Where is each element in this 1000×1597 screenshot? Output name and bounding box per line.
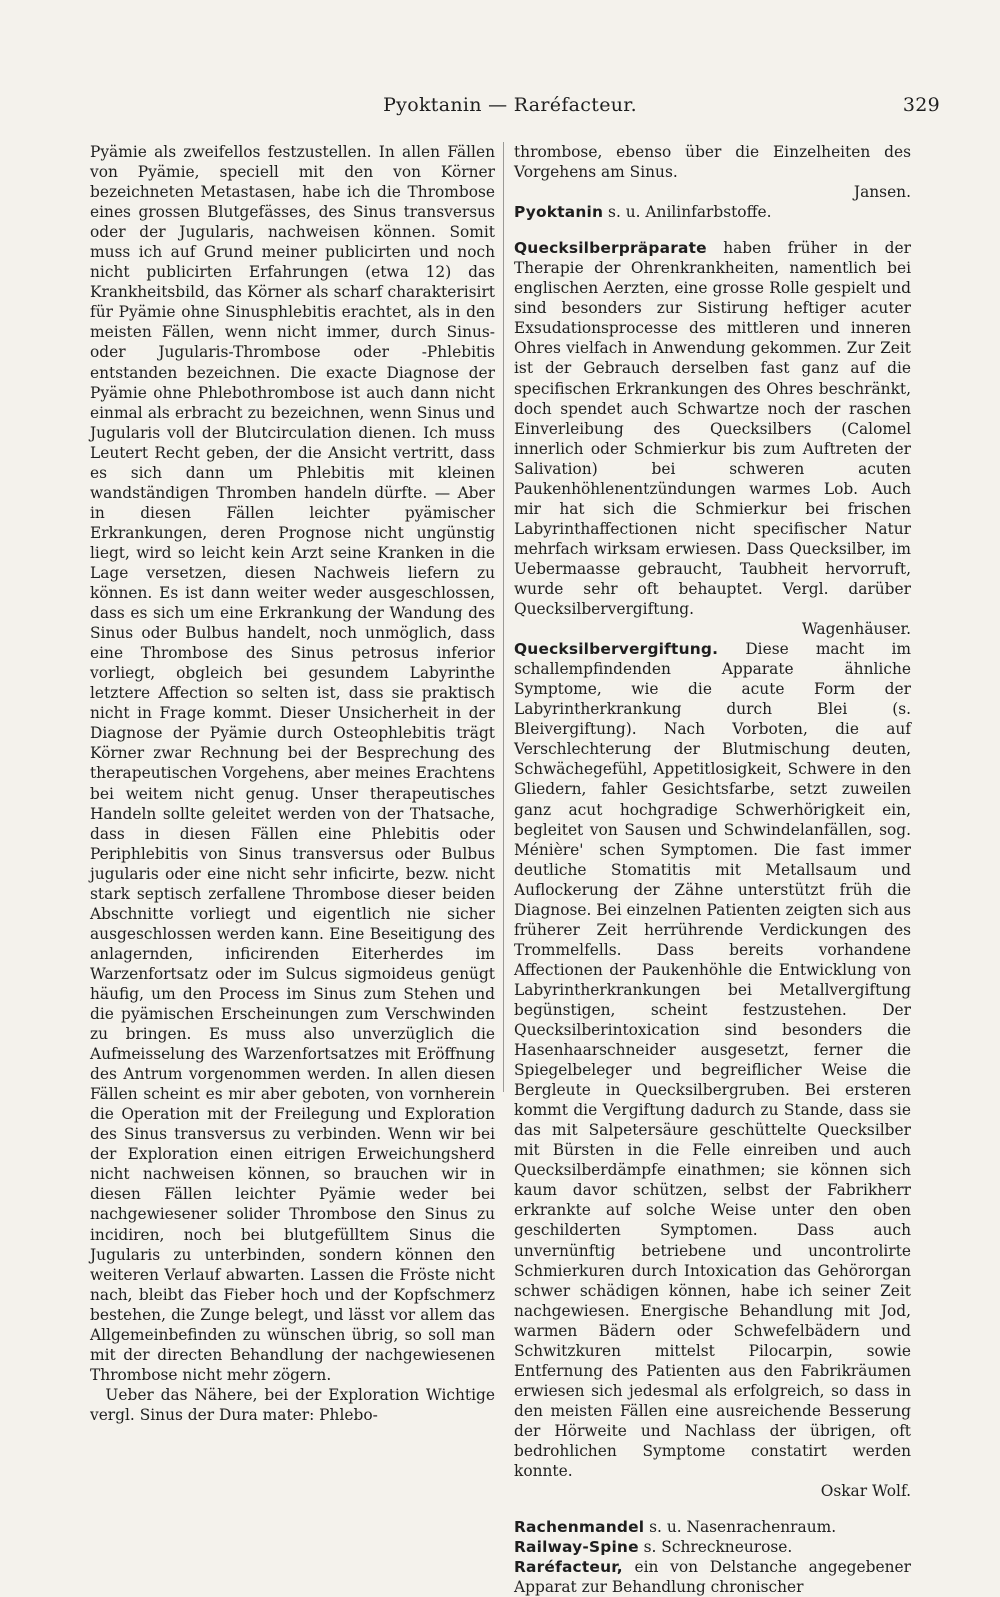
entry-railway-spine: Railway-Spine s. Schreckneurose.	[514, 1538, 793, 1557]
entry-headword: Quecksilbervergiftung.	[514, 640, 719, 659]
left-column-paragraph-2: Ueber das Nähere, bei der Exploration Wichtige vergl. Sinus der Dura mater: Phlebo-	[90, 1385, 495, 1424]
entry-author: Jansen.	[853, 183, 911, 202]
entry-headword: Raréfacteur,	[514, 1558, 623, 1577]
entry-quecksilberpraeparate: Quecksilberpräparate haben früher in der Therapie der Ohrenkrankheiten, namentlich bei englischen Aerzten, eine grosse Rolle gespielt und sind besonders zur Sistirung heftiger acuter Exsudationsprocesse des mittleren und inneren Ohres vielfach in Anwendung gekommen. Zur Zeit ist der Gebrauch derselben fast ganz auf die specifischen Erkrankungen des Ohres beschränkt, doch spendet auch Schwartze noch der raschen Einverleibung des Quecksilbers (Calomel innerlich oder Schmierkur bis zum Auftreten der Salivation) bei schweren acuten Paukenhöhlenentzündungen warmes Lob. Auch mir hat sich die Schmierkur bei frischen Labyrinthaffectionen nicht specifischer Natur mehrfach wirksam erwiesen. Dass Quecksilber, im Uebermaasse gebraucht, Taubheit hervorruft, wurde sehr oft behauptet. Vergl. darüber Quecksilbervergiftung. Wagenhäuser.	[514, 239, 911, 639]
page-number: 329	[902, 94, 940, 116]
left-column	[90, 142, 495, 1562]
entry-headword: Railway-Spine	[514, 1538, 639, 1557]
entry-author: Wagenhäuser.	[801, 620, 911, 639]
left-column-paragraph: Pyämie als zweifellos festzustellen. In allen Fällen von Pyämie, speciell mit den von Körner bezeichneten Metastasen, habe ich die Thrombose eines grossen Blutgefässes, des Sinus transversus oder der Jugularis, nachweisen können. Somit muss ich auf Grund meiner publicirten und noch nicht publicirten Erfahrungen (etwa 12) das Krankheitsbild, das Körner als scharf charakterisirt für Pyämie ohne Sinusphlebitis erachtet, als in den meisten Fällen, wenn nicht immer, durch Sinus- oder Jugularis-Thrombose oder -Phlebitis entstanden bezeichnen. Die exacte Diagnose der Pyämie ohne Phlebothrombose ist auch dann nicht einmal als erbracht zu bezeichnen, wenn Sinus und Jugularis voll der Blutcirculation dienen. Ich muss Leutert Recht geben, der die Ansicht vertritt, dass es sich dann um Phlebitis mit kleinen wandständigen Thromben handeln dürfte. — Aber in diesen Fällen leichter pyämischer Erkrankungen, deren Prognose nicht ungünstig liegt, wird so leicht kein Arzt seine Kranken in die Lage versetzen, diesen Nachweis liefern zu können. Es ist dann weiter weder ausgeschlossen, dass es sich um eine Erkrankung der Wandung des Sinus oder Bulbus handelt, noch unmöglich, dass eine Thrombose des Sinus petrosus inferior vorliegt, obgleich bei gesundem Labyrinthe letztere Affection so selten ist, dass sie praktisch nicht in Frage kommt. Dieser Unsicherheit in der Diagnose der Pyämie durch Osteophlebitis trägt Körner zwar Rechnung bei der Besprechung des therapeutischen Vorgehens, aber meines Erachtens bei weitem nicht genug. Unser therapeutisches Handeln sollte geleitet werden von der Thatsache, dass in diesen Fällen eine Phlebitis oder Periphlebitis von Sinus transversus oder Bulbus jugularis oder eine nicht sehr inficirte, bezw. nicht stark septisch zerfallene Thrombose dieser beiden Abschnitte vorliegt und eigentlich nie sicher ausgeschlossen werden kann. Eine Beseitigung des anlagernden, inficirenden Eiterherdes im Warzenfortsatz oder im Sulcus sigmoideus genügt häufig, um den Process im Sinus zum Stehen und die pyämischen Erscheinungen zum Verschwinden zu bringen. Es muss also unverzüglich die Aufmeisselung des Warzenfortsatzes mit Eröffnung des Antrum vorgenommen werden. In allen diesen Fällen scheint es mir aber geboten, von vornherein die Operation mit der Freilegung und Exploration des Sinus transversus zu verbinden. Wenn wir bei der Exploration einen eitrigen Erweichungsherd nicht nachweisen können, so brauchen wir in diesen Fällen leichter Pyämie weder bei nachgewiesener solider Thrombose den Sinus zu incidiren, noch bei blutgefülltem Sinus die Jugularis zu unterbinden, sondern können den weiteren Verlauf abwarten. Lassen die Fröste nicht nach, bleibt das Fieber hoch und der Kopfschmerz bestehen, die Zunge belegt, und lässt vor allem das Allgemeinbefinden zu wünschen übrig, so soll man mit der directen Behandlung der nachgewiesenen Thrombose nicht mehr zögern.	[90, 143, 495, 1384]
entry-author: Oskar Wolf.	[820, 1482, 911, 1501]
entry-headword: Pyoktanin	[514, 203, 604, 222]
entry-rachenmandel: Rachenmandel s. u. Nasenrachenraum.	[514, 1518, 837, 1537]
column-divider	[503, 142, 504, 1092]
entry-rarefacteur: Raréfacteur, ein von Delstanche angegebener Apparat zur Behandlung chronischer	[514, 1558, 911, 1597]
page-header	[80, 90, 940, 130]
entry-quecksilbervergiftung: Quecksilbervergiftung. Diese macht im schallempfindenden Apparate ähnliche Symptome, wie die acute Form der Labyrintherkrankung durch Blei (s. Bleivergiftung). Nach Vorboten, die auf Verschlechterung der Blutmischung deuten, Schwächegefühl, Appetitlosigkeit, Schwere in den Gliedern, fahler Gesichtsfarbe, setzt zuweilen ganz acut hochgradige Schwerhörigkeit ein, begleitet von Sausen und Schwindelanfällen, sog. Ménière' schen Symptomen. Die fast immer deutliche Stomatitis mit Metallsaum und Auflockerung der Zähne unterstützt früh die Diagnose. Bei einzelnen Patienten zeigten sich aus früherer Zeit herrührende Verdickungen des Trommelfells. Dass bereits vorhandene Affectionen der Paukenhöhle die Entwicklung von Labyrintherkrankungen bei Metallvergiftung begünstigen, scheint festzustehen. Der Quecksilberintoxication sind besonders die Hasenhaarschneider ausgesetzt, ferner die Spiegelbeleger und begreiflicher Weise die Bergleute in Quecksilbergruben. Bei ersteren kommt die Vergiftung dadurch zu Stande, dass sie das mit Salpetersäure geschüttelte Quecksilber mit Bürsten in die Felle einreiben und auch Quecksilberdämpfe einathmen; sie können sich kaum davor schützen, selbst der Fabrikherr erkrankte auf solche Weise unter den oben geschilderten Symptomen. Dass auch unvernünftig betriebene und uncontrolirte Schmierkuren durch Intoxication das Gehörorgan schwer schädigen können, habe ich seiner Zeit nachgewiesen. Energische Behandlung mit Jod, warmen Bädern oder Schwefelbädern und Schwitzkuren mittelst Pilocarpin, sowie Entfernung des Patienten aus den Fabrikräumen erwiesen sich jedesmal als erfolgreich, so dass in den meisten Fällen eine ausreichende Besserung der Hörweite und Nachlass der übrigen, oft bedrohlichen Symptome constatirt werden konnte. Oskar Wolf.	[514, 640, 911, 1501]
right-column	[514, 142, 911, 1597]
entry-continuation: thrombose, ebenso über die Einzelheiten des Vorgehens am Sinus. Jansen.	[514, 143, 911, 202]
running-title: Pyoktanin — Raréfacteur.	[383, 94, 637, 116]
entry-headword: Rachenmandel	[514, 1518, 645, 1537]
entry-headword: Quecksilberpräparate	[514, 239, 707, 258]
entry-pyoktanin: Pyoktanin s. u. Anilinfarbstoffe.	[514, 203, 772, 222]
